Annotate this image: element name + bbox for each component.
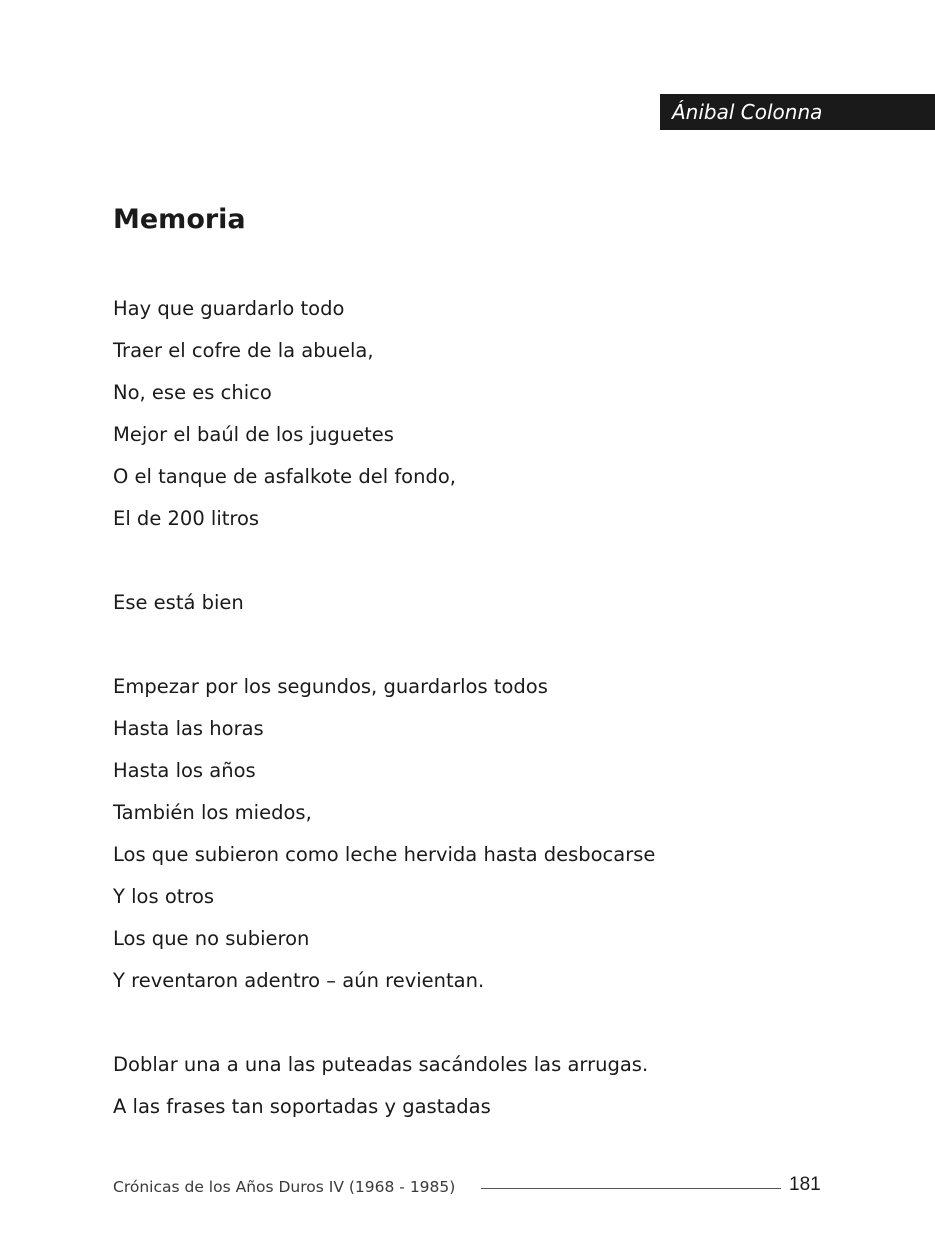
poem-line: Y los otros	[113, 885, 215, 908]
poem-title: Memoria	[113, 204, 246, 235]
poem-line: A las frases tan soportadas y gastadas	[113, 1095, 491, 1118]
poem-line: Hasta las horas	[113, 717, 264, 740]
poem-line: El de 200 litros	[113, 507, 260, 530]
poem-line: También los miedos,	[113, 801, 312, 824]
poem-line: Doblar una a una las puteadas sacándoles las arrugas.	[113, 1053, 649, 1076]
page-number: 181	[789, 1174, 821, 1195]
poem-line: Hay que guardarlo todo	[113, 297, 345, 320]
page-footer	[113, 1174, 823, 1202]
poem-body	[113, 288, 655, 1128]
poem-line: Mejor el baúl de los juguetes	[113, 423, 394, 446]
poem-line: Y reventaron adentro – aún revientan.	[113, 969, 485, 992]
poem-line: Los que subieron como leche hervida hasta desbocarse	[113, 843, 656, 866]
footer-divider	[481, 1188, 781, 1189]
poem-line: Traer el cofre de la abuela,	[113, 339, 374, 362]
stanza-break	[113, 624, 655, 666]
author-header-tab	[660, 94, 935, 130]
poem-line: No, ese es chico	[113, 381, 272, 404]
poem-line: Hasta los años	[113, 759, 256, 782]
stanza-break	[113, 540, 655, 582]
poem-line: O el tanque de asfalkote del fondo,	[113, 465, 456, 488]
book-title: Crónicas de los Años Duros IV (1968 - 1985)	[113, 1178, 456, 1196]
poem-line: Empezar por los segundos, guardarlos todos	[113, 675, 548, 698]
poem-line: Ese está bien	[113, 591, 244, 614]
poem-line: Los que no subieron	[113, 927, 310, 950]
stanza-break	[113, 1002, 655, 1044]
author-name: Ánibal Colonna	[672, 100, 823, 124]
